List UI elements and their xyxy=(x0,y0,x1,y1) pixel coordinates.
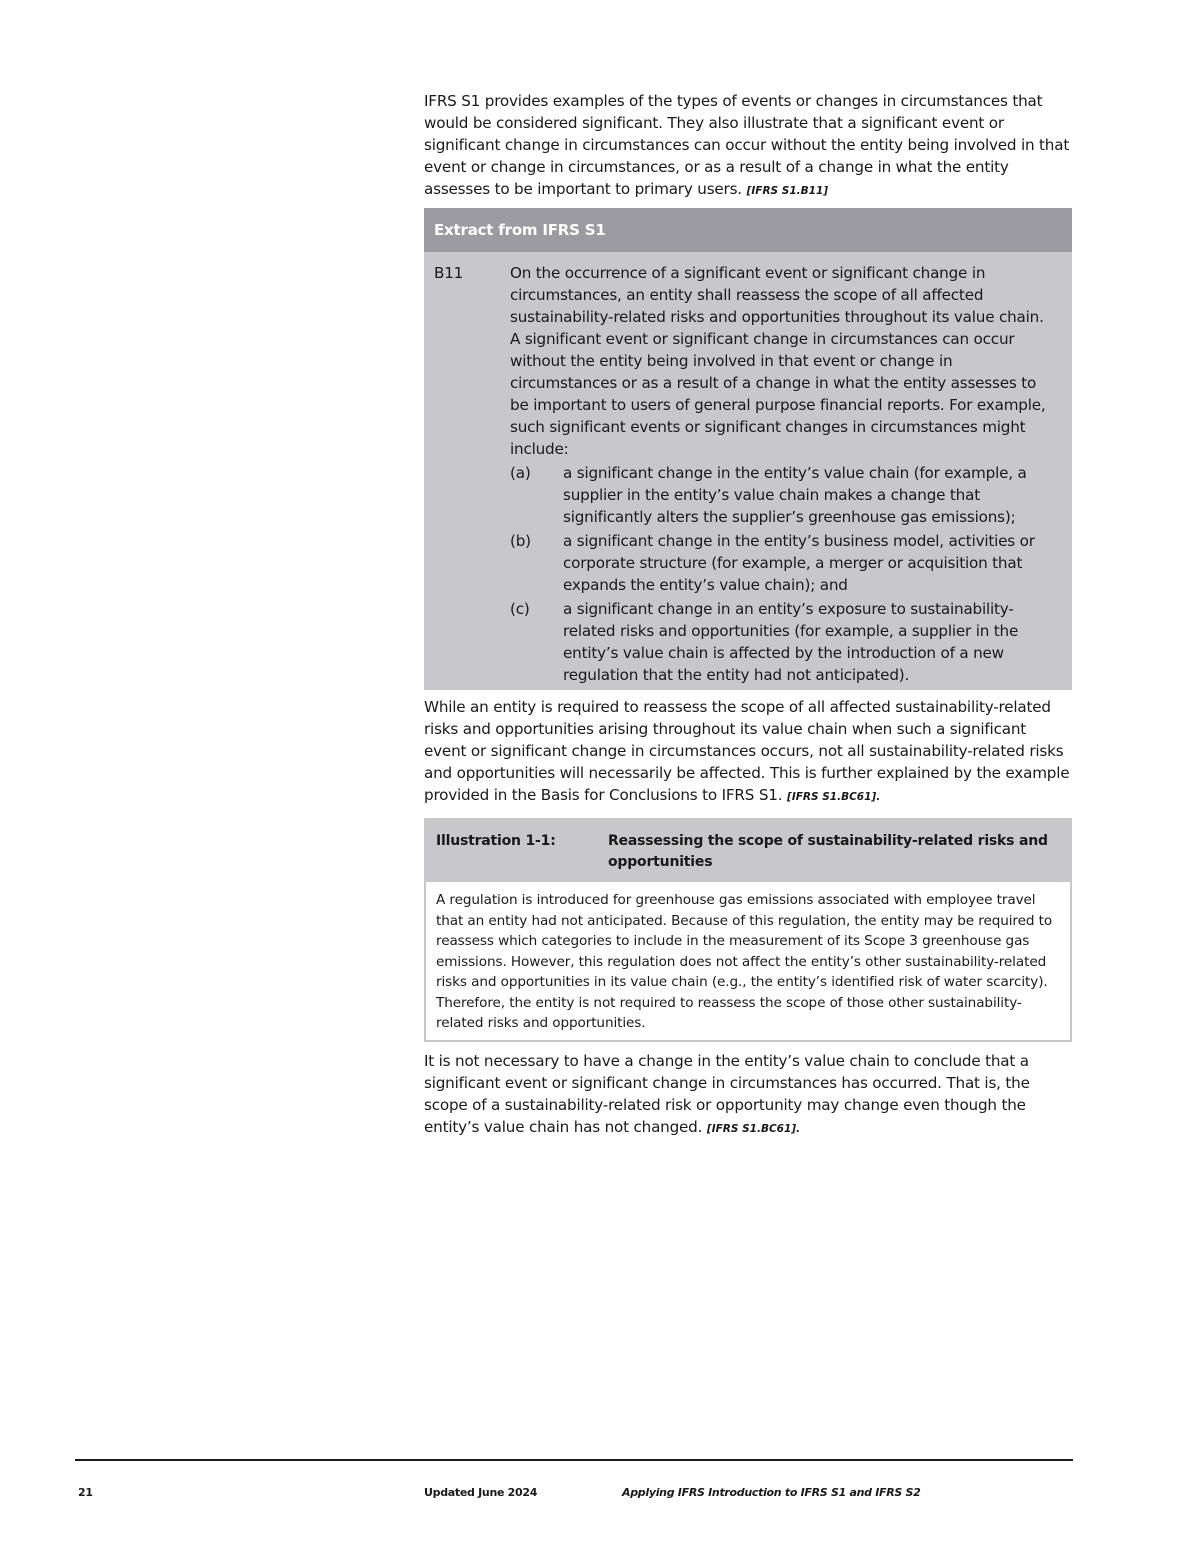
list-item-b xyxy=(510,530,1058,596)
closing-reference: [IFRS S1.BC61]. xyxy=(706,1122,801,1135)
list-item-text: a significant change in the entity’s business model, activities or corporate structure (for example, a merger or acquisition that expands the entity’s value chain); and xyxy=(563,532,1035,594)
list-item-letter: (a) xyxy=(510,464,531,482)
list-item-text: a significant change in the entity’s value chain (for example, a supplier in the entity’s value chain makes a change that significantly alters the supplier’s greenhouse gas emissions); xyxy=(563,464,1027,526)
illustration-box xyxy=(424,818,1072,1042)
paragraph-content xyxy=(510,262,1058,686)
footer-date: Updated June 2024 xyxy=(424,1486,538,1499)
list-item-text: a significant change in an entity’s exposure to sustainability-related risks and opportunities (for example, a supplier in the entity’s value chain is affected by the introduction of a new regulation that the entity had not anticipated). xyxy=(563,600,1019,684)
closing-paragraph xyxy=(424,1050,1072,1140)
extract-box xyxy=(424,208,1072,690)
extract-body xyxy=(424,252,1072,690)
list-item-letter: (c) xyxy=(510,600,530,618)
list-item-c xyxy=(510,598,1058,686)
intro-text: IFRS S1 provides examples of the types of events or changes in circumstances that would be considered significant. They also illustrate that a significant event or significant change in circumstances can occur without the entity being involved in that event or change in circumstances, or as a result of a change in what the entity assesses to be important to primary users. xyxy=(424,92,1070,198)
middle-text: While an entity is required to reassess the scope of all affected sustainability-related risks and opportunities arising throughout its value chain when such a significant event or significant change in circumstances occurs, not all sustainability-related risks and opportunities will necessarily be affected. This is further explained by the example provided in the Basis for Conclusions to IFRS S1. xyxy=(424,698,1070,804)
page-number: 21 xyxy=(78,1486,93,1499)
intro-paragraph xyxy=(424,90,1072,202)
list-item-a xyxy=(510,462,1058,528)
list-item-letter: (b) xyxy=(510,532,531,550)
footer-title: Applying IFRS Introduction to IFRS S1 and IFRS S2 xyxy=(622,1486,921,1499)
illustration-header xyxy=(426,820,1070,882)
paragraph-number: B11 xyxy=(434,264,464,282)
intro-reference: [IFRS S1.B11] xyxy=(746,185,829,197)
paragraph-text: On the occurrence of a significant event or significant change in circumstances, an entity shall reassess the scope of all affected sustainability-related risks and opportunities throughout its value chain. A significant event or significant change in circumstances can occur without the entity being involved in that event or change in circumstances or as a result of a change in what the entity assesses to be important to users of general purpose financial reports. For example, such significant events or significant changes in circumstances might include: xyxy=(510,264,1046,458)
extract-paragraph xyxy=(434,262,1058,686)
illustration-body: A regulation is introduced for greenhouse gas emissions associated with employee travel that an entity had not anticipated. Because of this regulation, the entity may be required to reassess which categories to include in the measurement of its Scope 3 greenhouse gas emissions. However, this regulation does not affect the entity’s other sustainability-related risks and opportunities in its value chain (e.g., the entity’s identified risk of water scarcity). Therefore, the entity is not required to reassess the scope of those other sustainability-related risks and opportunities. xyxy=(436,892,1053,1031)
middle-reference: [IFRS S1.BC61]. xyxy=(787,791,881,803)
footer-divider xyxy=(75,1459,1073,1461)
closing-text: It is not necessary to have a change in the entity’s value chain to conclude that a significant event or significant change in circumstances has occurred. That is, the scope of a sustainability-related risk or opportunity may change even though the entity’s value chain has not changed. xyxy=(424,1051,1030,1136)
page-content xyxy=(424,90,1072,1140)
extract-header: Extract from IFRS S1 xyxy=(424,208,1072,252)
illustration-title: Reassessing the scope of sustainability-related risks and opportunities xyxy=(608,833,1048,870)
middle-paragraph xyxy=(424,696,1072,808)
illustration-label: Illustration 1-1: xyxy=(436,833,556,849)
